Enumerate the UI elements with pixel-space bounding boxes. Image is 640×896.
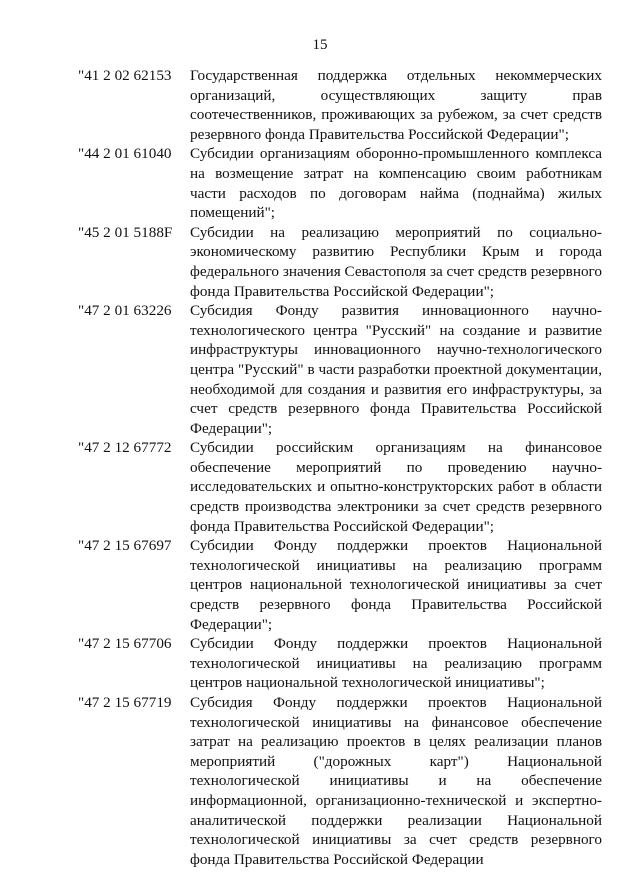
budget-code-description: Субсидия Фонду развития инновационного научно-технологического центра "Русский" на создание и развитие инфраструктуры инновационного научно-технологического центра "Русский" в части разработки проектной документации, необходимой для создания и развития его инфраструктуры, за счет средств резервного фонда Правительства Российской Федерации"; (190, 302, 602, 437)
budget-code: "44 2 01 61040 (78, 145, 172, 163)
budget-code: "45 2 01 5188F (78, 223, 173, 241)
budget-code-list (78, 66, 602, 869)
list-item (78, 438, 602, 536)
budget-code: "47 2 15 67697 (78, 537, 172, 555)
budget-code-description: Субсидии организациям оборонно-промышленного комплекса на возмещение затрат на компенсацию своим работникам части расходов по договорам найма (поднайма) жилых помещений"; (190, 145, 602, 222)
page-number: 15 (312, 37, 328, 53)
list-item (78, 634, 602, 693)
list-item (78, 66, 602, 144)
budget-code-description: Субсидии на реализацию мероприятий по социально-экономическому развитию Республики Крым и города федерального значения Севастополя за счет средств резервного фонда Правительства Российской Федерации"; (190, 223, 602, 300)
list-item (78, 536, 602, 634)
list-item (78, 301, 602, 438)
budget-code-description: Государственная поддержка отдельных некоммерческих организаций, осуществляющих защиту прав соотечественников, проживающих за рубежом, за счет средств резервного фонда Правительства Российской Федерации"; (190, 67, 602, 143)
budget-code: "41 2 02 62153 (78, 67, 172, 84)
list-item (78, 144, 602, 222)
budget-code-description: Субсидии Фонду поддержки проектов Национальной технологической инициативы на реализацию программ центров национальной технологической инициативы"; (190, 635, 602, 692)
budget-code-description: Субсидии российским организациям на финансовое обеспечение мероприятий по проведению научно-исследовательских и опытно-конструкторских работ в области средств производства электроники за счет средств резервного фонда Правительства Российской Федерации"; (190, 439, 602, 535)
budget-code: "47 2 15 67706 (78, 635, 172, 653)
list-item (78, 693, 602, 869)
budget-code: "47 2 15 67719 (78, 694, 172, 711)
budget-code: "47 2 12 67772 (78, 439, 172, 457)
budget-code-description: Субсидии Фонду поддержки проектов Национальной технологической инициативы на реализацию программ центров национальной технологической инициативы за счет средств резервного фонда Правительства Российской Федерации"; (190, 537, 602, 633)
budget-code-description: Субсидия Фонду поддержки проектов Национальной технологической инициативы на финансовое обеспечение затрат на реализацию проектов в целях реализации планов мероприятий ("дорожных карт") Национальной технологической инициативы и на обеспечение информационной, организационно-технической и экспертно-аналитической поддержки реализации Национальной технологической инициативы за счет средств резервного фонда Правительства Российской Федерации (190, 694, 602, 868)
list-item (78, 223, 602, 301)
budget-code: "47 2 01 63226 (78, 302, 172, 320)
